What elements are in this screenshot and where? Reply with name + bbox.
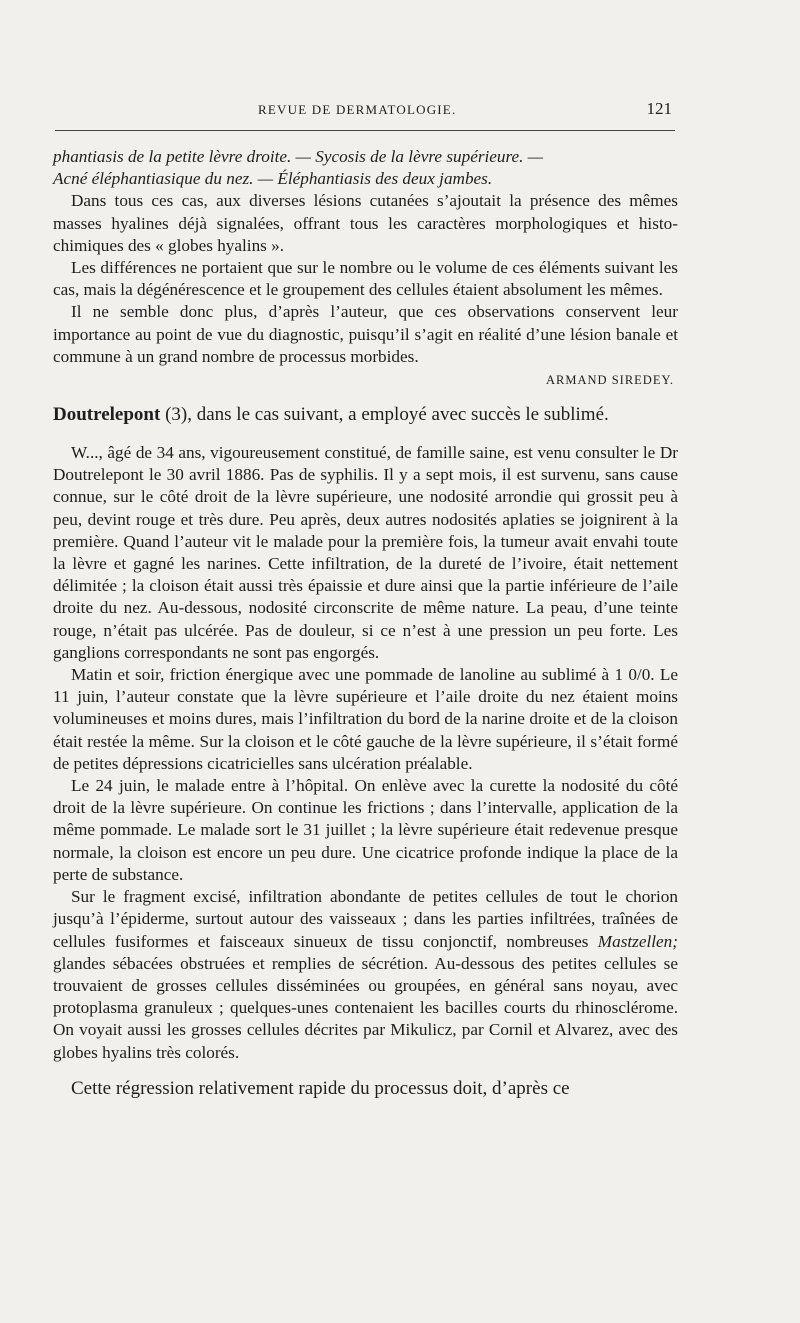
journal-page [53,0,678,1323]
header-rule [55,130,675,131]
case-list-line-2: Acné éléphantiasique du nez. — Éléphantiasis des deux jambes. [53,169,493,189]
closing-line: Cette régression relativement rapide du processus doit, d’après ce [71,1077,570,1099]
paragraph: Il ne semble donc plus, d’après l’auteur, que ces observations conservent leur importance au point de vue du diagnostic, puisqu’il s’agit en réalité d’une lésion banale et commune à un grand nombre de processus morbides. [53,302,678,366]
term-mastzellen: Mastzellen; [597,931,678,951]
author-name: Doutrelepont [53,404,161,426]
signature: ARMAND SIREDEY. [546,373,674,388]
lead-text: (3), dans le cas suivant, a employé avec succès le sublimé. [160,404,609,426]
paragraph-text: glandes sébacées obstruées et remplies de sécrétion. Au-dessous des petites cellules se trouvaient de grosses cellules disséminées ou groupées, en général sans noyau, avec protoplasma granuleux ; quelques-unes contenaient les bacilles courts du rhinosclérome. On voyait aussi les grosses cellules décrites par Mikulicz, par Cornil et Alvarez, avec des globes hyalins très colorés. [53,953,678,1062]
paragraph: W..., âgé de 34 ans, vigoureusement constitué, de famille saine, est venu consulter le Dr Doutrelepont le 30 avril 1886. Pas de syphilis. Il y a sept mois, il est survenu, sans cause connue, sur le côté droit de la lèvre supérieure, une nodosité arrondie qui grossit peu à peu, devint rouge et très dure. Peu après, deux autres nodosités aplaties se joignirent à la première. Quand l’auteur vit le malade pour la première fois, la tumeur avait envahi toute la lèvre et gagné les narines. Cette infiltration, de la dureté de l’ivoire, était nettement délimitée ; la cloison était aussi très épaissie et dure ainsi que la partie inférieure de l’aile droite du nez. Au-dessous, nodosité circonscrite de même nature. La peau, d’une teinte rouge, n’était pas ulcérée. Pas de douleur, si ce n’est à une pression un peu forte. Les ganglions correspondants ne sont pas engorgés. [53,443,678,662]
case-list-line-1: phantiasis de la petite lèvre droite. — Sycosis de la lèvre supérieure. — [53,147,544,166]
running-title: REVUE DE DERMATOLOGIE. [258,102,457,117]
article-lead [53,402,678,428]
page-number: 121 [646,99,672,118]
paragraph: Matin et soir, friction énergique avec une pommade de lanoline au sublimé à 1 0/0. Le 11 juin, l’auteur constate que la lèvre supérieure et l’aile droite du nez étaient moins volumineuses et moins dures, mais l’infiltration du bord de la narine droite et de la cloison était restée la même. Sur la cloison et le côté gauche de la lèvre supérieure, il s’était formé de petites dépressions cicatricielles sans ulcération préalable. [53,665,678,773]
paragraph: Dans tous ces cas, aux diverses lésions cutanées s’ajoutait la présence des mêmes masses hyalines déjà signalées, offrant tous les caractères morphologiques et histo-chimiques des « globes hyalins ». [53,191,678,255]
paragraph-text: Sur le fragment excisé, infiltration abondante de petites cellules de tout le chorion jusqu’à l’épiderme, surtout autour des vaisseaux ; dans les parties infiltrées, traînées de cellules fusiformes et faisceaux sinueux de tissu conjonctif, nombreuses [53,887,678,951]
paragraph: Le 24 juin, le malade entre à l’hôpital. On enlève avec la curette la nodosité du côté droit de la lèvre supérieure. On continue les frictions ; dans l’intervalle, application de la même pommade. Le malade sort le 31 juillet ; la lèvre supérieure était redevenue presque normale, la cloison est encore un peu dure. Une cicatrice profonde indique la place de la perte de substance. [53,776,678,884]
page-body [53,146,678,1102]
paragraph [53,886,678,1064]
page-header [53,100,678,122]
paragraph: Les différences ne portaient que sur le nombre ou le volume de ces éléments suivant les cas, mais la dégénérescence et le groupement des cellules étaient absolument les mêmes. [53,258,678,300]
